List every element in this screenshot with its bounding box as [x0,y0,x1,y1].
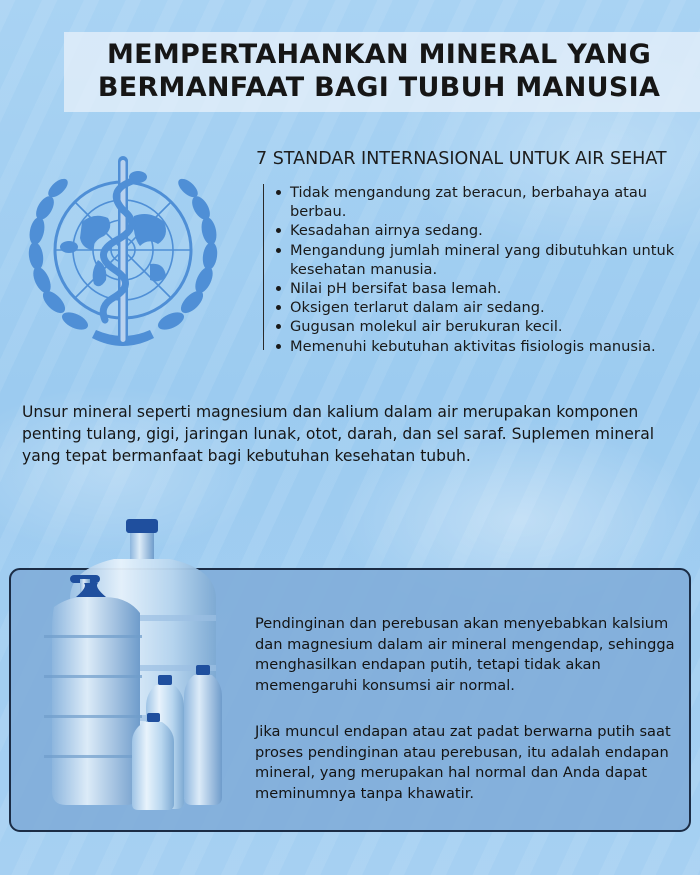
title-line-2: BERMANFAAT BAGI TUBUH MANUSIA [97,72,661,103]
standard-item: Tidak mengandung zat beracun, berbahaya atau berbau. [270,183,695,221]
standards-heading: 7 STANDAR INTERNASIONAL UNTUK AIR SEHAT [256,149,667,169]
water-bottles-icon [36,515,236,815]
page-title [64,38,694,104]
standard-item: Mengandung jumlah mineral yang dibutuhkan untuk kesehatan manusia. [270,241,695,279]
standard-item: Nilai pH bersifat basa lemah. [270,279,695,298]
title-line-1: MEMPERTAHANKAN MINERAL YANG [106,39,652,70]
standards-divider [263,184,264,350]
standard-item: Gugusan molekul air berukuran kecil. [270,317,695,336]
panel-text-cooling: Pendinginan dan perebusan akan menyebabkan kalsium dan magnesium dalam air mineral mengendap, sehingga menghasilkan endapan putih, tetapi tidak akan memengaruhi konsumsi air normal. [255,615,675,694]
standard-item: Memenuhi kebutuhan aktivitas fisiologis manusia. [270,337,695,356]
standard-item: Oksigen terlarut dalam air sedang. [270,298,695,317]
mineral-paragraph: Unsur mineral seperti magnesium dan kalium dalam air merupakan komponen penting tulang, gigi, jaringan lunak, otot, darah, dan sel saraf. Suplemen mineral yang tepat bermanfaat bagi kebutuhan kesehatan tubuh. [22,403,655,465]
who-emblem-icon [12,152,234,354]
standards-list [270,183,695,356]
standard-item: Kesadahan airnya sedang. [270,221,695,240]
panel-text-sediment: Jika muncul endapan atau zat padat berwarna putih saat proses pendinginan atau perebusan, itu adalah endapan mineral, yang merupakan hal normal dan Anda dapat meminumnya tanpa khawatir. [255,723,671,802]
